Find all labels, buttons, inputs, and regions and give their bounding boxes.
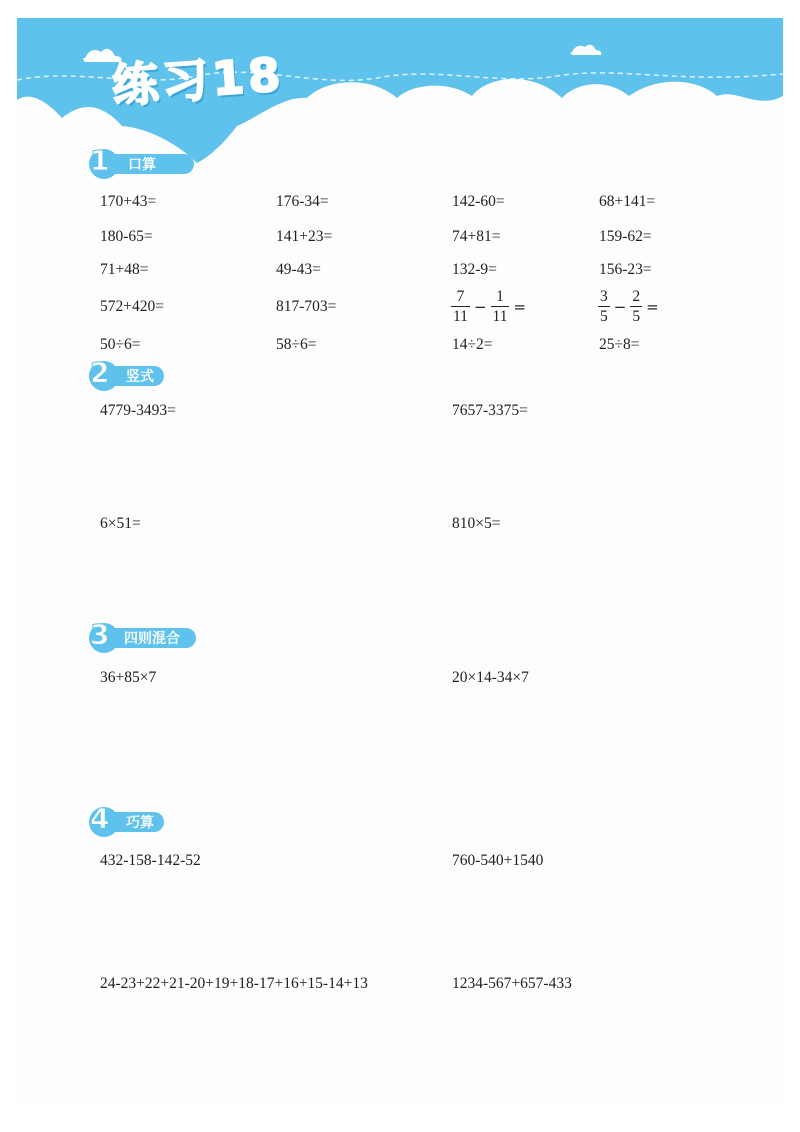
oral-problem: 50÷6= (100, 336, 141, 353)
worksheet-page (17, 18, 783, 1102)
equals-sign: = (646, 297, 659, 316)
vertical-problem: 7657-3375= (452, 402, 528, 419)
oral-problem: 25÷8= (599, 336, 640, 353)
vertical-problem: 4779-3493= (100, 402, 176, 419)
oral-problem: 74+81= (452, 228, 501, 245)
numerator: 7 (456, 288, 465, 305)
oral-problem: 132-9= (452, 261, 497, 278)
fraction (491, 287, 510, 326)
oral-problem: 49-43= (276, 261, 321, 278)
fraction (630, 287, 642, 326)
denominator: 5 (632, 308, 641, 325)
denominator: 5 (600, 308, 608, 325)
oral-problem: 817-703= (276, 298, 337, 315)
oral-problem: 156-23= (599, 261, 652, 278)
numerator: 3 (600, 288, 608, 305)
equals-sign: = (513, 297, 527, 316)
smart-problem: 432-158-142-52 (100, 852, 201, 869)
section-number: 3 (90, 618, 110, 651)
oral-problem: 170+43= (100, 193, 157, 210)
smart-problem: 24-23+22+21-20+19+18-17+16+15-14+13 (100, 975, 368, 992)
fraction (598, 287, 610, 326)
oral-problem: 14÷2= (452, 336, 493, 353)
smart-problem: 760-540+1540 (452, 852, 544, 869)
smart-problem: 1234-567+657-433 (452, 975, 572, 992)
oral-problem: 572+420= (100, 298, 164, 315)
section-label: 竖式 (126, 369, 154, 385)
oral-problem: 68+141= (599, 193, 656, 210)
mixed-problem: 20×14-34×7 (452, 669, 529, 686)
section-label: 四则混合 (124, 631, 180, 647)
oral-problem: 159-62= (599, 228, 652, 245)
oral-problem: 180-65= (100, 228, 153, 245)
vertical-problem: 6×51= (100, 515, 141, 532)
section-label: 巧算 (126, 815, 154, 831)
oral-problem: 176-34= (276, 193, 329, 210)
oral-problem: 71+48= (100, 261, 149, 278)
section-number: 4 (90, 802, 110, 835)
vertical-problem: 810×5= (452, 515, 501, 532)
denominator: 11 (492, 308, 508, 325)
oral-problem: 141+23= (276, 228, 333, 245)
denominator: 11 (453, 308, 468, 325)
fraction-problem (450, 287, 529, 326)
section-number: 2 (90, 356, 110, 389)
oral-problem: 142-60= (452, 193, 505, 210)
oral-problem: 58÷6= (276, 336, 317, 353)
numerator: 2 (632, 288, 641, 305)
fraction (451, 287, 470, 326)
fraction-problem (597, 287, 662, 326)
mixed-problem: 36+85×7 (100, 669, 157, 686)
minus-sign: − (473, 297, 487, 316)
minus-sign: − (613, 297, 627, 316)
section-label: 口算 (128, 157, 156, 173)
numerator: 1 (496, 288, 504, 305)
section-number: 1 (90, 144, 110, 177)
page-title: 练习18 (110, 47, 286, 113)
